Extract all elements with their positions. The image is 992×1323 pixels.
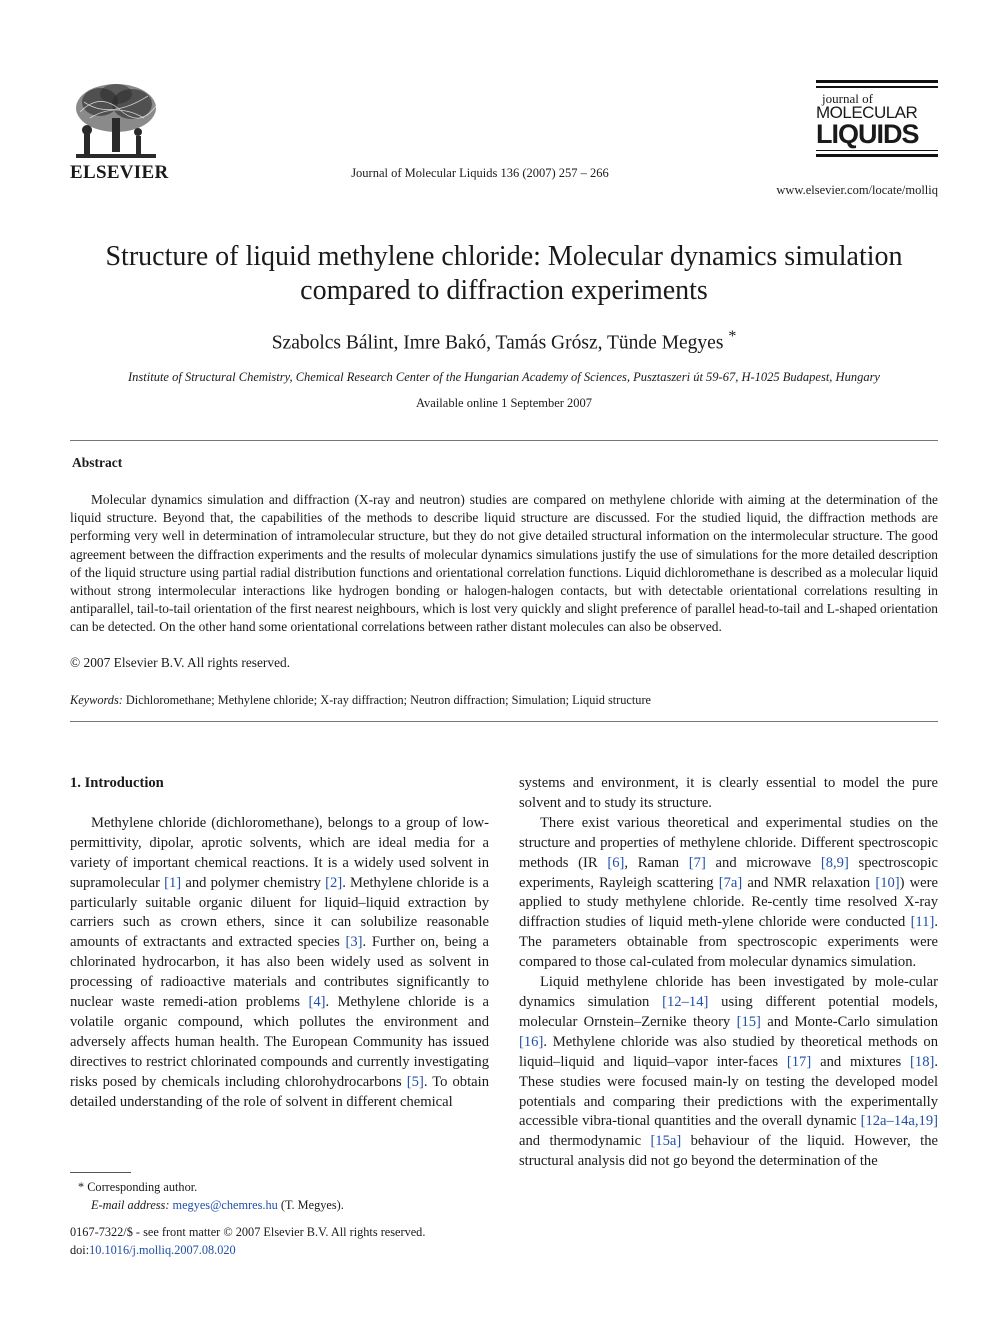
email-label: E-mail address: [91,1198,170,1212]
text-run: and mixtures [811,1053,911,1070]
abstract-copyright: © 2007 Elsevier B.V. All rights reserved. [70,655,291,670]
text-run: ) were applied to study methylene chloride. Re-cently time resolved X-ray diffraction studies of liquid meth-ylene chloride were conducted [519,874,938,931]
journal-citation: Journal of Molecular Liquids 136 (2007) 257 – 266 [351,166,609,180]
journal-logo-line3: LIQUIDS [816,118,919,149]
corresponding-author-mark[interactable]: * [728,328,737,345]
logo-rule [816,154,938,157]
page-footer [70,1223,425,1259]
intro-paragraph-continued: systems and environment, it is clearly essential to model the pure solvent and to study its structure. [519,775,938,811]
text-run: Methylene chloride (dichloromethane), belongs to a group of low-permittivity, dipolar, aprotic solvents, which are ideal media for a variety of important chemical reactions. It is a widely used solvent in supramolecular [70,814,489,891]
citation-link[interactable]: [16] [519,1033,544,1050]
doi-link[interactable]: 10.1016/j.molliq.2007.08.020 [89,1243,236,1257]
elsevier-logo[interactable] [70,82,169,184]
footnote-line [70,1196,344,1214]
text-run: . Further on, being a chlorinated hydrocarbon, it has also been widely used as solvent in processing of radioactive materials and contributes significantly to nuclear waste remedi-ation problems [70,934,489,1011]
text-run: and microwave [705,854,821,871]
text-run: . Methylene chloride was also studied by theoretical methods on liquid–liquid and liquid–vapor inter-faces [519,1033,938,1070]
citation-link[interactable]: [4] [308,994,326,1011]
divider [70,721,938,722]
corresponding-author-note: Corresponding author. [87,1180,198,1194]
text-run: and Monte-Carlo simulation [760,1013,938,1030]
journal-url-link[interactable]: www.elsevier.com/locate/molliq [776,183,938,197]
abstract-text: Molecular dynamics simulation and diffraction (X-ray and neutron) studies are compared on methylene chloride with aiming at the determination of the liquid structure. Beyond that, the capabilities of the methods to describe liquid structure are discussed. For the studied liquid, the diffraction methods are performing very well in determination of intramolecular structure, but they do not give detailed structural information on the intermolecular structure. The good agreement between the diffraction experiments and the results of molecular dynamics simulations justify the use of simulations for the more detailed description of the liquid structure using partial radial distribution functions and orientational correlation functions. Liquid dichloromethane is described as a molecular liquid without strong intermolecular interactions like hydrogen bonding or halogen-halogen contacts, but with detectable orientational correlations resulting in antiparallel, tail-to-tail orientation of the first nearest neighbours, which is lost very quickly and slight preference of parallel head-to-tail and L-shaped orientation can be detected. On the other hand some orientational correlations between rather distant molecules can also be observed. [70,492,938,635]
text-run: and polymer chemistry [181,874,326,891]
footnote [70,1178,344,1214]
text-run: . Methylene chloride is a particularly suitable organic diluent for liquid–liquid extraction by carriers such as crown ethers, since it can solubilize reasonable amounts of extractants and extracted species [70,874,489,951]
text-run: There exist various theoretical and experimental studies on the structure and properties of methylene chloride. Different spectroscopic methods (IR [519,814,938,871]
text-run: . To obtain detailed understanding of the role of solvent in different chemical [70,1073,489,1110]
footnote-line [70,1178,344,1196]
intro-paragraph-1 [70,814,489,1113]
title-line-2: compared to diffraction experiments [300,275,708,306]
keywords-label: Keywords: [70,693,123,707]
publisher-name: ELSEVIER [70,162,169,183]
citation-link[interactable]: [18] [910,1053,935,1070]
journal-logo[interactable] [816,80,938,160]
journal-logo-line2: MOLECULAR [816,102,918,122]
text-run: and thermodynamic [519,1133,651,1150]
intro-paragraph-2 [519,814,938,973]
title-line-1: Structure of liquid methylene chloride: Molecular dynamics simulation [105,241,903,272]
logo-rule [816,80,938,83]
text-run: and NMR relaxation [742,874,876,891]
text-run: . Methylene chloride is a volatile organic compound, which pollutes the environment and adversely affects human health. The European Community has issued directives to restrict chlorinated compounds and currently investigating risks posed by chemicals including chlorohydrocarbons [70,994,489,1090]
section-heading: 1. Introduction [70,775,164,791]
citation-link[interactable]: [6] [607,854,625,871]
logo-rule [816,86,938,88]
journal-logo-line1: journal of [822,90,873,106]
citation-link[interactable]: [7a] [718,874,743,891]
citation-link[interactable]: [8,9] [820,854,849,871]
footnote-divider [70,1172,131,1173]
logo-rule [816,150,938,152]
paper-title [70,240,938,308]
citation-link[interactable]: [10] [875,874,900,891]
keywords-list: Dichloromethane; Methylene chloride; X-ray diffraction; Neutron diffraction; Simulation; Liquid structure [125,693,651,707]
elsevier-tree-icon [70,82,162,164]
email-link[interactable]: megyes@chemres.hu [172,1198,278,1212]
citation-link[interactable]: [17] [786,1053,812,1070]
abstract-heading: Abstract [72,455,123,470]
citation-link[interactable]: [12a–14a,19] [860,1113,938,1130]
keywords [70,693,938,708]
doi-line [70,1241,425,1259]
email-suffix: (T. Megyes). [280,1198,344,1212]
body-column-right [519,774,938,1172]
affiliation: Institute of Structural Chemistry, Chemical Research Center of the Hungarian Academy of Sciences, Pusztaszeri út 59-67, H-1025 Budapest, Hungary [128,370,880,384]
citation-link[interactable]: [5] [406,1073,424,1090]
available-online-date: Available online 1 September 2007 [415,396,593,410]
footnote-mark: * [78,1180,85,1194]
doi-label: doi: [70,1243,90,1257]
text-run: spectroscopic experiments, Rayleigh scattering [519,854,938,891]
citation-link[interactable]: [3] [345,934,363,951]
issn-line: 0167-7322/$ - see front matter © 2007 Elsevier B.V. All rights reserved. [70,1225,426,1239]
citation-link[interactable]: [7] [688,854,706,871]
text-run: using different potential models, molecular Ornstein–Zernike theory [519,993,938,1030]
citation-link[interactable]: [15a] [650,1133,682,1150]
text-run: . The parameters obtainable from spectroscopic experiments were compared to those cal-culated from molecular dynamics simulation. [519,914,938,971]
citation-link[interactable]: [15] [736,1013,761,1030]
body-column-left [70,774,489,1113]
citation-link[interactable]: [11] [910,914,935,931]
text-run: . These studies were focused main-ly on testing the developed model potentials and comparing their predictions with the experimentally accessible vibra-tional quantities and the overall dynamic [519,1053,939,1130]
author-list [70,328,938,355]
text-run: behaviour of the liquid. However, the structural analysis did not go beyond the determination of the [519,1133,938,1170]
citation-link[interactable]: [1] [164,874,182,891]
intro-paragraph-3 [519,973,938,1172]
divider [70,440,938,441]
text-run: Liquid methylene chloride has been investigated by mole-cular dynamics simulation [519,974,938,1010]
text-run: , Raman [624,854,689,871]
citation-link[interactable]: [2] [325,874,343,891]
author-names: Szabolcs Bálint, Imre Bakó, Tamás Grósz, Tünde Megyes [271,332,724,354]
citation-link[interactable]: [12–14] [662,993,709,1010]
